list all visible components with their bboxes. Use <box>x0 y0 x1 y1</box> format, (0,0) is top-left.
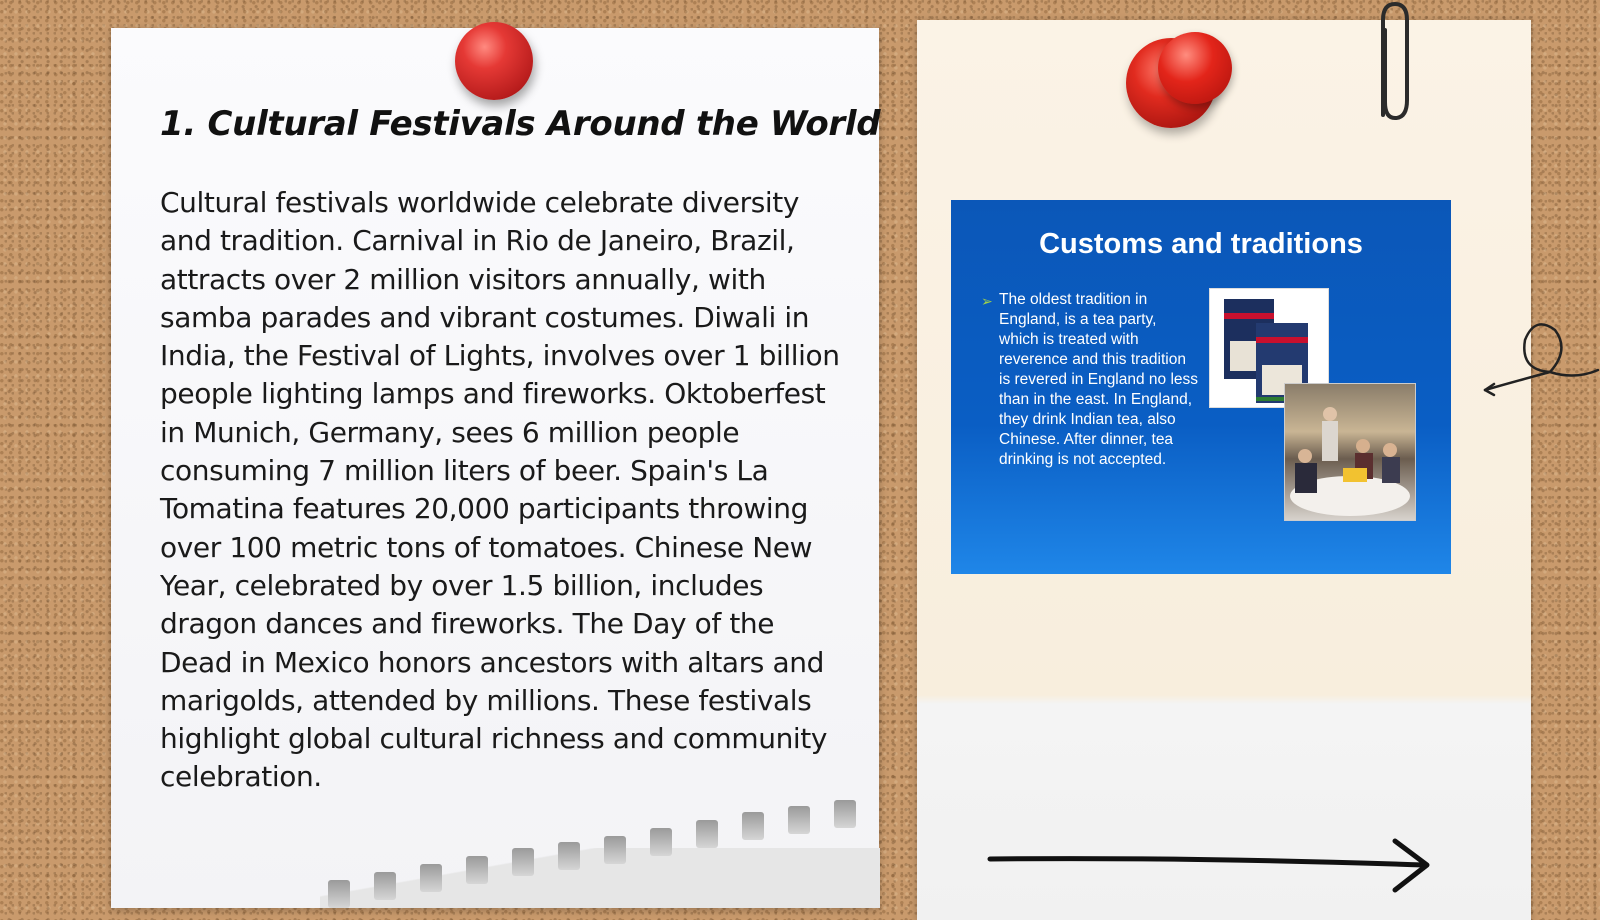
tea-party-photo <box>1284 383 1416 521</box>
bullet-arrow-icon: ➢ <box>981 294 993 310</box>
paperclip-icon <box>1375 0 1415 125</box>
red-pushpin-icon <box>455 22 533 100</box>
note-heading: 1. Cultural Festivals Around the World <box>160 104 881 144</box>
perforation-tabs <box>320 800 880 900</box>
red-pushpin-icon <box>1158 32 1232 104</box>
scribble-doodle <box>1480 310 1600 410</box>
embedded-slide <box>951 200 1451 574</box>
note-body-text: Cultural festivals worldwide celebrate diversity and tradition. Carnival in Rio de Janeiro, Brazil, attracts over 2 million visitors annually, with samba parades and vibrant costumes. Diwali in India, the Festival of Lights, involves over 1 billion people lighting lamps and fireworks. Oktoberfest in Munich, Germany, sees 6 million people consuming 7 million liters of beer. Spain's La Tomatina features 20,000 participants throwing over 100 metric tons of tomatoes. Chinese New Year, celebrated by over 1.5 billion, includes dragon dances and fireworks. The Day of the Dead in Mexico honors ancestors with altars and marigolds, attended by millions. These festivals highlight global cultural richness and community celebration. <box>160 186 840 794</box>
slide-bullet-text: The oldest tradition in England, is a tea party, which is treated with reverence and this tradition is revered in England no less than in the east. In England, they drink Indian tea, also Chinese. After dinner, tea drinking is not accepted. <box>999 291 1199 468</box>
slide-title: Customs and traditions <box>1039 228 1363 260</box>
arrow-right-icon <box>985 835 1445 895</box>
